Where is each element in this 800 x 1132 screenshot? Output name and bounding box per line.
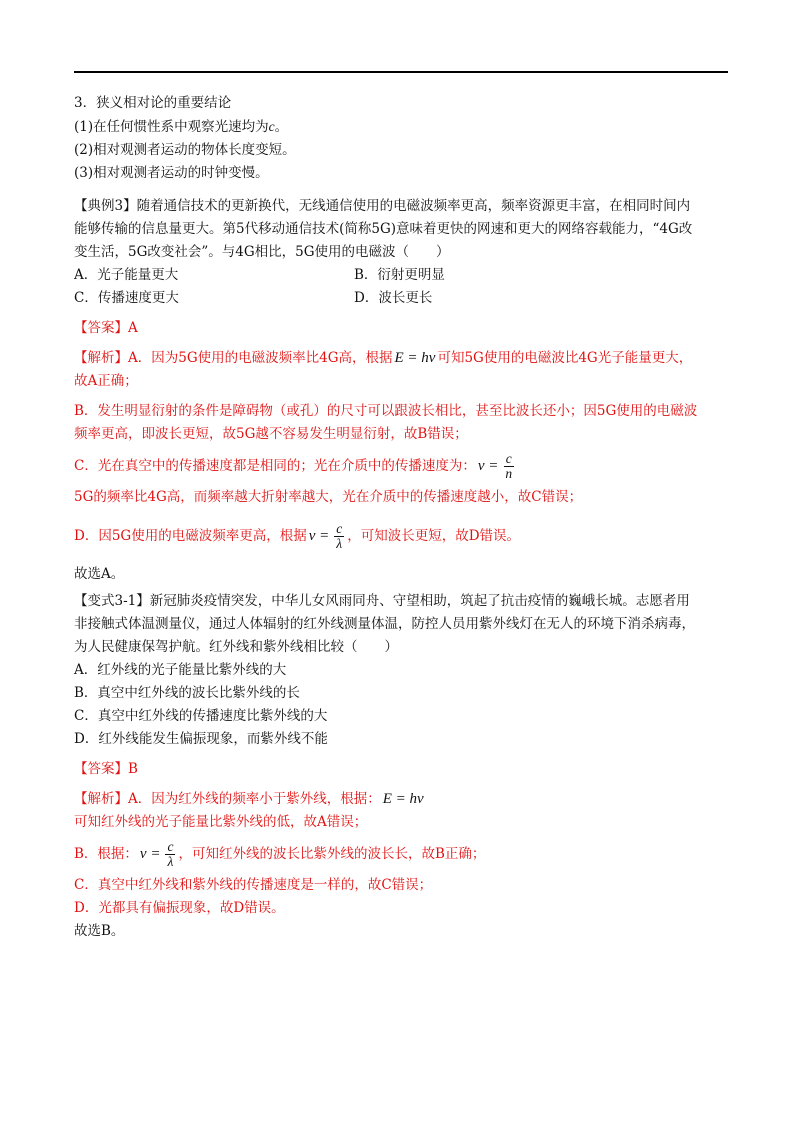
variant-3-1-analysis-a: 【解析】A．因为红外线的频率小于紫外线，根据： E = hν [74,791,424,807]
fraction-c-over-n: $\frac{c}{n}$ [505,451,513,481]
example-3 [74,195,734,586]
fraction-c-over-lambda-2: $\frac{c}{\lambda}$ [167,839,174,869]
conclusion-item-1: (1)在任何惯性系中观察光速均为c。 [74,119,289,135]
example-3-option-a: A．光子能量更大 [74,267,179,283]
variant-3-1-option-a: A．红外线的光子能量比紫外线的大 [74,662,287,678]
fraction-c-over-lambda: $\frac{c}{\lambda}$ [336,521,343,551]
variant-3-1-tag: 【变式3-1】 [74,593,150,609]
example-3-options-row-2 [74,287,634,310]
section-heading: 3．狭义相对论的重要结论 [74,95,232,111]
document-body [74,92,734,943]
variant-3-1 [74,590,734,943]
formula-velocity-n: v = [477,458,499,474]
example-3-analysis-b-line-2: 频率更高，即波长更短，故5G越不容易发生明显衍射，故B错误； [74,426,468,442]
variant-3-1-stem-line-2: 非接触式体温测量仪，通过人体辐射的红外线测量体温，防控人员用紫外线灯在无人的环境下消杀病毒， [74,616,695,632]
variant-3-1-answer: 【答案】B [74,761,138,777]
example-3-analysis-c-line-2: 5G的频率比4G高，而频率越大折射率越大，光在介质中的传播速度越小，故C错误； [74,489,583,505]
conclusion-item-3: (3)相对观测者运动的时钟变慢。 [74,165,269,181]
formula-energy-2: E = hν [382,791,424,807]
conclusion-item-2: (2)相对观测者运动的物体长度变短。 [74,142,296,158]
formula-velocity-lambda: v = [308,528,330,544]
example-3-analysis-c: C．光在真空中的传播速度都是相同的；光在介质中的传播速度为： v = $\frac{c}{n}$ [74,451,513,481]
example-3-stem-line-2: 能够传输的信息量更大。第5代移动通信技术(简称5G)意味着更快的网速和更大的网络容载能力，“4G改 [74,221,693,237]
example-3-options-row-1 [74,264,634,287]
speed-of-light-symbol: c [268,119,275,134]
variant-3-1-option-b: B．真空中红外线的波长比紫外线的长 [74,685,300,701]
example-3-stem-line-3: 变生活，5G改变社会”。与4G相比，5G使用的电磁波（ ） [74,244,450,260]
variant-3-1-analysis-d: D．光都具有偏振现象，故D错误。 [74,900,285,916]
example-3-analysis-a: 【解析】A．因为5G使用的电磁波频率比4G高，根据 E = hν 可知5G使用的电磁波比4G光子能量更大， [74,350,693,366]
variant-3-1-option-c: C．真空中红外线的传播速度比紫外线的大 [74,708,328,724]
example-3-answer: 【答案】A [74,320,138,336]
variant-3-1-analysis-a-line-2: 可知红外线的光子能量比紫外线的低，故A错误； [74,814,368,830]
formula-energy: E = hν [394,350,436,366]
formula-velocity-lambda-2: v = [139,846,161,862]
example-3-stem-line-1: 【典例3】随着通信技术的更新换代，无线通信使用的电磁波频率更高，频率资源更丰富，在相同时间内 [74,198,691,214]
variant-3-1-conclusion: 故选B。 [74,923,125,939]
example-3-analysis-d: D．因5G使用的电磁波频率更高，根据 v = $\frac{c}{\lambda}$ ，可知波长更短，故D错误。 [74,521,521,551]
variant-3-1-analysis-b: B．根据： v = $\frac{c}{\lambda}$ ，可知红外线的波长比紫外线的波长长，故B正确； [74,839,486,869]
example-3-analysis-b-line-1: B．发生明显衍射的条件是障碍物（或孔）的尺寸可以跟波长相比，甚至比波长还小；因5G使用的电磁波 [74,403,698,419]
example-3-option-b: B．衍射更明显 [354,267,445,283]
example-3-tag: 【典例3】 [74,198,137,214]
variant-3-1-stem-line-1: 【变式3-1】新冠肺炎疫情突发，中华儿女风雨同舟、守望相助，筑起了抗击疫情的巍峨长城。志愿者用 [74,593,690,609]
variant-3-1-option-d: D．红外线能发生偏振现象，而紫外线不能 [74,731,328,747]
variant-3-1-stem-line-3: 为人民健康保驾护航。红外线和紫外线相比较（ ） [74,639,398,655]
header-rule [74,71,728,73]
example-3-analysis-a-line-2: 故A正确； [74,373,138,389]
example-3-option-c: C．传播速度更大 [74,290,179,306]
example-3-conclusion: 故选A。 [74,566,125,582]
example-3-option-d: D．波长更长 [354,290,433,306]
variant-3-1-analysis-c: C．真空中红外线和紫外线的传播速度是一样的，故C错误； [74,877,433,893]
